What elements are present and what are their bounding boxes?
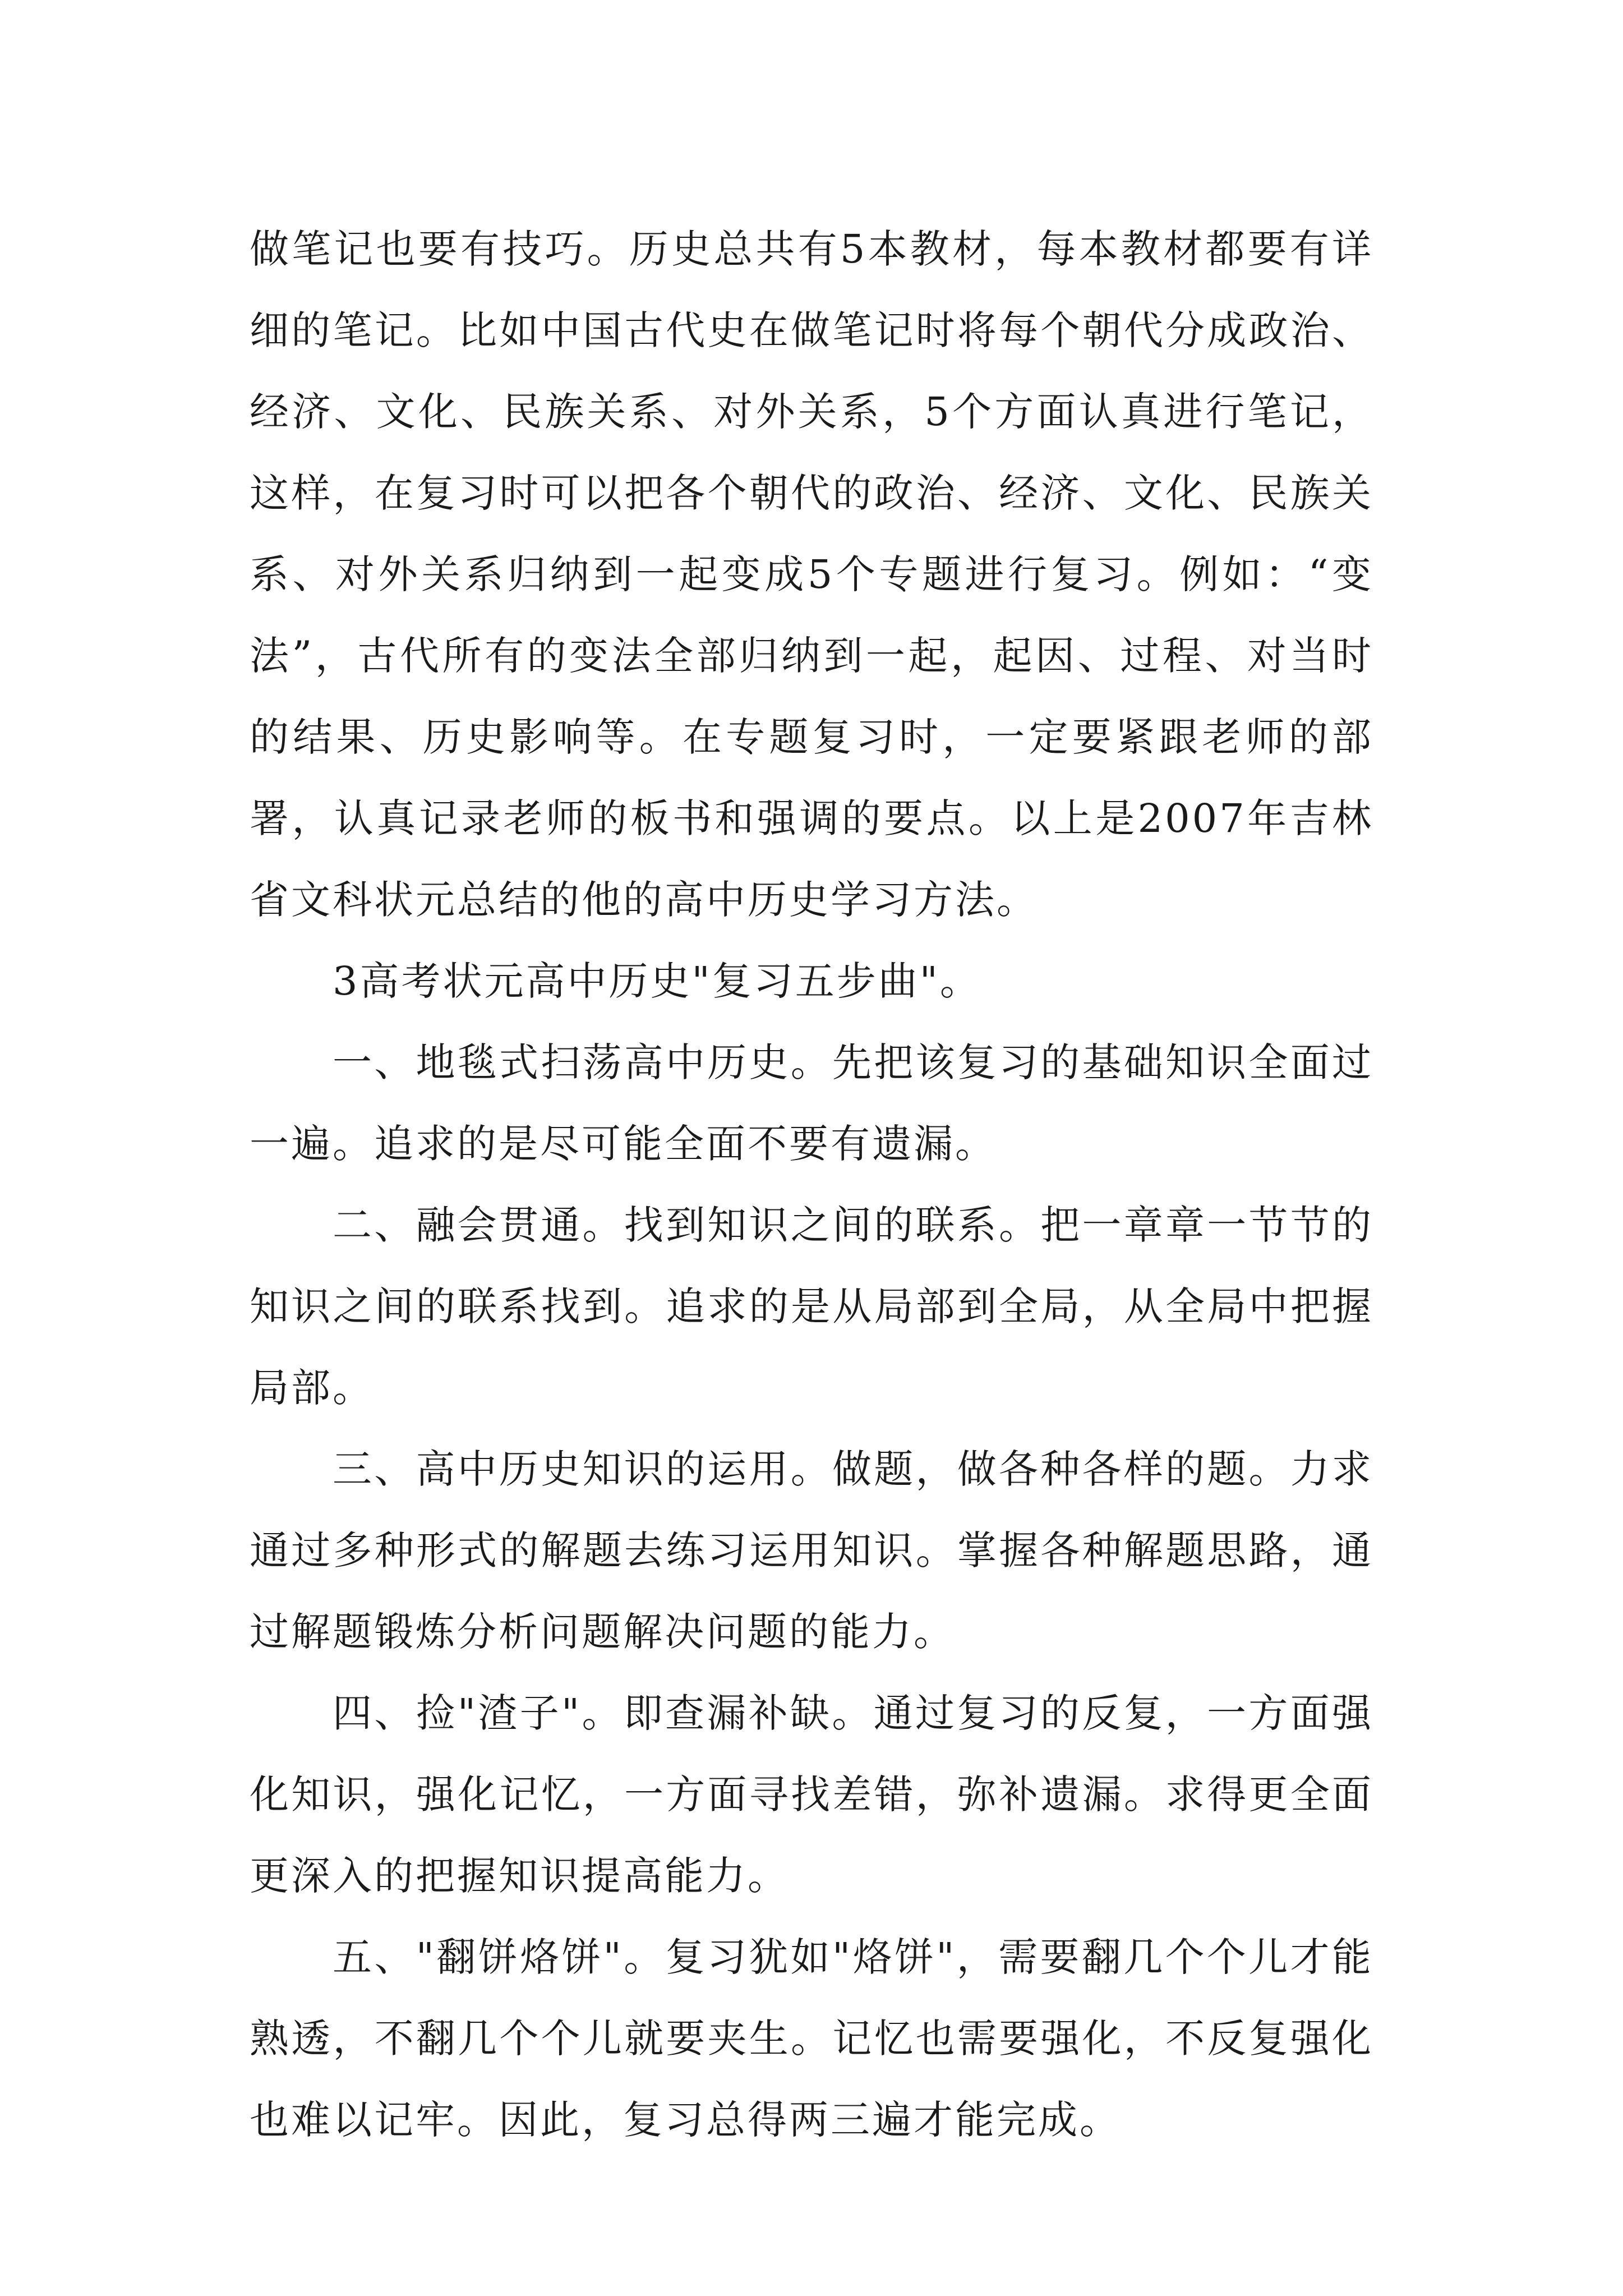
section-heading: 3高考状元高中历史"复习五步曲"。 (333, 958, 981, 1004)
paragraph-step-3: 三、高中历史知识的运用。做题，做各种各样的题。力求通过多种形式的解题去练习运用知识。掌握各种解题思路，通过解题锻炼分析问题解决问题的能力。 (250, 1446, 1373, 1655)
paragraph-step-1: 一、地毯式扫荡高中历史。先把该复习的基础知识全面过一遍。追求的是尽可能全面不要有遗漏。 (250, 1039, 1373, 1167)
paragraph-step-4: 四、捡"渣子"。即查漏补缺。通过复习的反复，一方面强化知识，强化记忆，一方面寻找差错，弥补遗漏。求得更全面更深入的把握知识提高能力。 (250, 1690, 1373, 1899)
document-body (250, 209, 1373, 2161)
paragraph-step-2: 二、融会贯通。找到知识之间的联系。把一章章一节节的知识之间的联系找到。追求的是从局部到全局，从全局中把握局部。 (250, 1202, 1373, 1411)
paragraph-step-5: 五、"翻饼烙饼"。复习犹如"烙饼"，需要翻几个个儿才能熟透，不翻几个个儿就要夹生。记忆也需要强化，不反复强化也难以记牢。因此，复习总得两三遍才能完成。 (250, 1934, 1373, 2143)
paragraph-note-method: 做笔记也要有技巧。历史总共有5本教材，每本教材都要有详细的笔记。比如中国古代史在做笔记时将每个朝代分成政治、经济、文化、民族关系、对外关系，5个方面认真进行笔记，这样，在复习时可以把各个朝代的政治、经济、文化、民族关系、对外关系归纳到一起变成5个专题进行复习。例如：“变法”，古代所有的变法全部归纳到一起，起因、过程、对当时的结果、历史影响等。在专题复习时，一定要紧跟老师的部署，认真记录老师的板书和强调的要点。以上是2007年吉林省文科状元总结的他的高中历史学习方法。 (250, 226, 1373, 923)
